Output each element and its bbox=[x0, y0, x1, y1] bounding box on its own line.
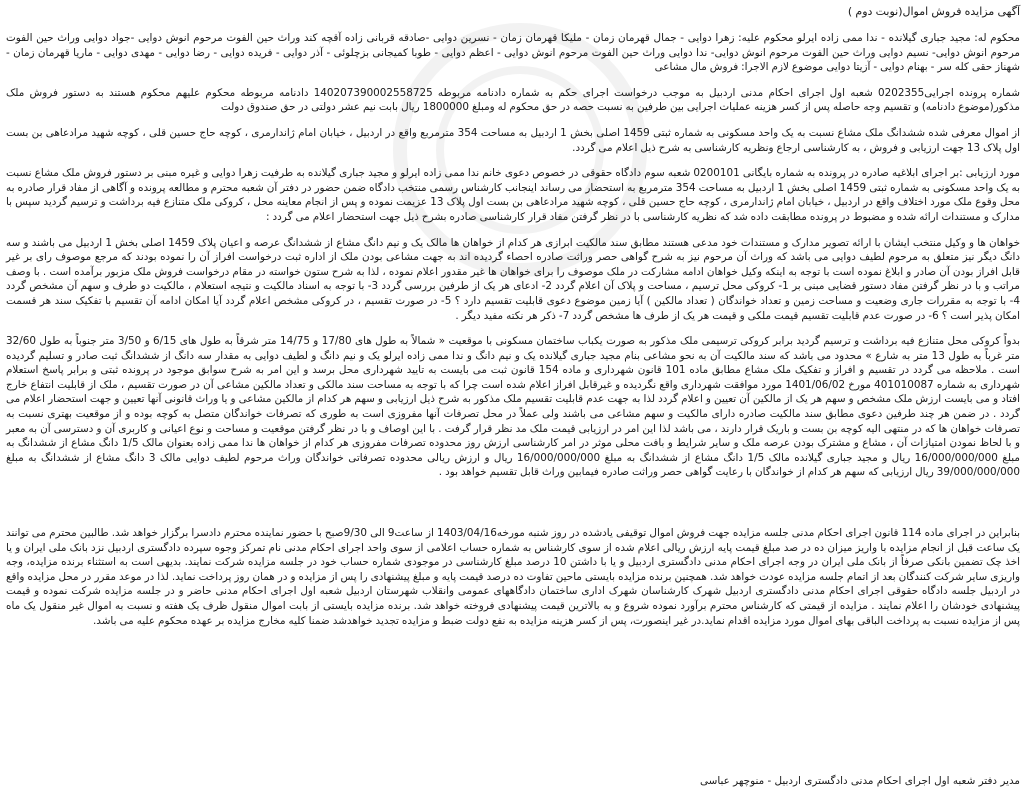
property-paragraph: از اموال معرفی شده ششدانگ ملک مشاع نسبت به یک واحد مسکونی به شماره ثبتی 1459 اصلی بخش 1 اردبیل به مساحت 354 مترمربع واقع در اردبیل ، خیابان امام ژاندارمری ، کوچه حاج حسین قلی ، کوچه شهید مرادعاهی بن بست اول پلاک 13 جهت ارزیابی و فروش ، به کارشناسی ارجاع ونظریه کارشناسی به شرح ذیل اعلام می گردد. bbox=[6, 126, 1020, 154]
document-title: آگهی مزایده فروش اموال(نوبت دوم ) bbox=[847, 5, 1020, 18]
case-paragraph: شماره پرونده اجرایی0202355 شعبه اول اجرای احکام مدنی اردبیل به موجب درخواست اجرای حکم به شماره دادنامه مربوطه 140207390002558725 دادنامه مربوطه محکوم علیهم محکوم هستند به دستور فروش ملک مذکور(موضوع دادنامه) و تقسیم وجه حاصله پس از کسر هزینه عملیات اجرایی بین طرفین به نسبت حصه در حق محکوم له ومبلغ 1800000 ریال بابت نیم عشر دولتی در حق صندوق دولت bbox=[6, 86, 1020, 114]
appraisal-subject-paragraph: مورد ارزیابی :بر اجرای ابلاغیه صادره در پرونده به شماره بایگانی 0200101 شعبه سوم دادگاه حقوقی در خصوص دعوی خانم ندا ممی زاده ایرلو و مجید جباری گیلانده به طرفیت زهرا دوایی و غیره مبنی بر دستور فروش ملک مشاع نسبت به یک واحد مسکونی به شماره ثبتی 1459 اصلی بخش 1 اردبیل به مساحت 354 مترمربع به استحضار می رساند اینجانب کارشناس رسمی منتخب دادگاه ضمن حضور در دفتر آن شعبه محترم و مطالعه پرونده و آگاهی از مفاد قرار صادره به محل وقوع ملک مورد اختلاف واقع در اردبیل ، خیابان امام ژاندارمری ، کوچه حاج حسین قلی ، کوچه شهید مرادعاهی بن بست اول پلاک 13 عزیمت نموده و پس از انجام معاینه محل ، کروکی ملک متنازع فیه برداشت و ترسیم گردید سپس با مدارک و مستندات ارائه شده و مضبوط در پرونده مطابقت داده شد که نظریه کارشناسی با در نظر گرفتن مفاد قرار کارشناسی صادره بشرح ذیل جهت استحضار اعلام می گردد : bbox=[6, 167, 1021, 223]
auction-terms-paragraph: بنابراین در اجرای ماده 114 قانون اجرای احکام مدنی جلسه مزایده جهت فروش اموال توقیفی یادشده در روز شنبه مورخه1403/04/16 از ساعت9 الی 9/30صبح با حضور نماینده محترم دادسرا برگزار خواهد شد. طالبین محترم می توانند یک ساعت قبل از انجام مزایده با واریز میزان ده در صد مبلغ قیمت پایه ارزش ریالی اعلام شده از سوی کارشناس به شماره حساب اعلامی از سوی واحد اجرای احکام مدنی نام تمرکز وجوه سپرده دادگستری اردبیل نزد بانک ملی ایران و یا اخذ چک تضمین بانکی صرفاً از بانک ملی ایران در وجه اجرای احکام مدنی دادگستری اردبیل و یا با داشتن 10 درصد مبلغ کارشناسی در موجودی شماره حساب خود در جلسه مزایده شرکت نمایند. بدیهی است به استثناء برنده مزایده، وجه واریزی سایر شرکت کنندگان بعد از اتمام جلسه مزایده عودت خواهد شد. همچنین برنده مزایده بایستی ماحین تفاوت ده درصد قیمت پایه و مبلغ پیشنهادی را پس از مزایده و در همان روز پرداخت نماید. لذا در موعد مقرر در محل مزایده واقع در اردبیل جلسه دادگاه حقوقی اجرای احکام مدنی دادگستری اردبیل شهرک کارشناسان شهرک اداری ساختمان دادگاههای عمومی وانقلاب شهرستان اردبیل شعبه اول اجرای احکام مدنی حاضر و در جلسه مزایده شرکت نموده و قیمت پیشنهادی خودشان را اعلام نمایند . مزایده از قیمتی که کارشناس محترم برآورد نموده شروع و به بالاترین قیمت پیشنهادی فروخته خواهد شد. برنده مزایده بایستی از بابت اموال منقول ظرف یک هفته و نسبت به اموال غیر منقول یک ماه پس از مزایده نسبت به پرداخت الباقی بهای اموال مورد مزایده اقدام نماید.در غیر اینصورت، پس از کسر هزینه مزایده به نفع دولت ضبط و مزایده تجدید خواهدشد ضمنا کلیه مخارج مزایده بر عهده محکوم علیه می باشد. bbox=[6, 527, 1021, 627]
claimants-paragraph: خواهان ها و وکیل منتخب ایشان با ارائه تصویر مدارک و مستندات خود مدعی هستند مطابق سند مالکیت ابرازی هر کدام از خواهان ها مالک یک و نیم دانگ مشاع از ششدانگ عرصه و اعیان پلاک 1459 اصلی بخش 1 اردبیل می باشند و سه دانگ دیگر نیز متعلق به مرحوم لطیف دوایی می باشد که وراث آن مرحوم نیز به شرح گواهی حصر وراثت صادره احصاء گردیده اند به جهت مشاعی بودن ملک از اداره ثبت درخواست افراز آن را نموده بودند که مرجع موصوف رای بر غیر قابل افراز بودن آن صادر و ابلاغ نموده است با توجه به اینکه وکیل خواهان ادامه مشارکت در ملک موصوف را برای خواهان ها غیر مقدور اعلام نموده ، لذا به شرح ستون خواسته در مقام درخواست فروش ملک مزبور برآمده است . با وصف مراتب و با در نظر گرفتن مفاد دستور قضایی مبنی بر 1- کروکی محل ترسیم ، مساحت و پلاک آن اعلام گردد 2- ادعای هر یک از طرفین بررسی گردد 3- با توجه به اسناد مالکیت و نتیجه استعلام ، مالکیت دو طرف و سهم آن مشخص گردد 4- با توجه به مقررات جاری وضعیت و مساحت زمین و تعداد خواندگان ( تعداد مالکین ) آیا زمین موضوع دعوی قابلیت تقسیم دارد ؟ 5- در صورت تقسیم ، در کروکی مشخص اعلام گردد آیا امکان ادامه آن تقسیم با تفکیک سند هر قسمت امکان پذیر است ؟ 6- در صورت عدم قابلیت تقسیم قیمت ملکی و قیمت هر یک از طرف ها مشخص گردد 7- ذکر هر نکته مفید دیگر . bbox=[6, 236, 1020, 322]
appraisal-result-paragraph: بدواً کروکی محل متنازع فیه برداشت و ترسیم گردید برابر کروکی ترسیمی ملک مذکور به صورت یکباب ساختمان مسکونی با موقعیت « شمالاً به طول های 17/80 و 14/75 متر شرقاً به طول های 6/15 و 3/50 متر جنوباً به طول 32/60 متر غرباً به طول 13 متر به شارع » محدود می باشد که سند مالکیت آن به نحو مشاعی بنام مجید جباری گیلانده یک و نیم دانگ و ندا ممی زاده ایرلو یک و نیم دانگ و لطیف دوایی به مقدار سه دانگ از ششدانگ ثبت صادر و تسلیم گردیده است . ملاحظه می گردد در تقسیم و افراز و تفکیک ملک مشاع مطابق ماده 101 قانون شهرداری و ماده 154 قانون ثبت می بایست به تایید شهرداری محل برسد و این امر به شرح سوابق موجود در پرونده ثبتی و برابر پاسخ استعلام شهرداری به شماره 401010087 مورخ 1401/06/02 مورد موافقت شهرداری واقع نگردیده و غیرقابل افراز اعلام شده است چرا که با توجه به مساحت سند مالکی و تعداد مالکین مشاعی آن در صورت تقسیم ، ملک از قابلیت انتفاع خارج افتاد و می بایست ارزش ملک مشخص و سهم هر یک از مالکین آن تعیین و اعلام گردد لذا به جهت عدم قابلیت تقسیم ملک مذکور به شرح ذیل ارزیابی و سهم هر کدام از مالکین مشاعی و یا وراث قانونی آنها تعیین و جهت استحضار اعلام می گردد . در ضمن هر چند طرفین دعوی مطابق سند مالکیت صادره دارای مالکیت و سهم مشاعی می باشند ولی عملاً در محل تصرفات آنها مفروزی است به طوری که تصرفات خواندگان متصل به کوچه بوده و از موقعیت بهتری نسبت به تصرفات خواهان ها که در منتهی الیه کوچه بن بست و باریک قرار دارند ، می باشد لذا این امر در ارزیابی قیمت ملک مد نظر قرار گرفت . با این اوصاف و با در نظر گرفتن موقعیت و مساحت و نوع اعیانی و کاربری آن و دسترسی آن به معبر و با لحاظ نمودن امتیازات آن ، مشاع و مشترک بودن عرصه ملک و سایر شرایط و بافت محلی موثر در امر کارشناسی ارزش روز محدوده تصرفات مفروزی هر کدام از خواهان ها ندا ممی زاده بعنوان مالک 1/5 دانگ مشاع از ششدانگ به مبلغ 16/000/000/000 ریال و مجید جباری گیلانده مالک 1/5 دانگ مشاع از ششدانگ به مبلغ 16/000/000/000 ریال و ارزش ریالی محدوده تصرفاتی خواندگان وراث مرحوم لطیف دوایی مالک 3 دانگ مشاع از ششدانگ به مبلغ 39/000/000/000 ریال ارزیابی که سهم هر کدام از خواندگان با رعایت گواهی حصر وراثت صادره فیمابین وراث قابل تقسیم خواهد بود . bbox=[6, 335, 1020, 479]
signature-footer: مدیر دفتر شعبه اول اجرای احکام مدنی دادگستری اردبیل - منوچهر عباسی bbox=[699, 775, 1020, 787]
parties-paragraph: محکوم له: مجید جباری گیلانده - ندا ممی زاده ایرلو محکوم علیه: زهرا دوایی - جمال قهرمان زمان - ملیکا قهرمان زمان - نسرین دوایی -صادقه قربانی زاده آقچه کند وراث حین الفوت مرحوم انوش دوایی -جواد دوایی وراث حین الفوت مرحوم انوش دوایی- نسیم دوایی وراث حین الفوت مرحوم انوش دوایی- ندا دوایی وراث حین الفوت مرحوم انوش دوایی - اعظم دوایی - طوبا کمیجانی بزچلوئی - آذر دوایی - فریده دوایی - رضا دوایی - مهدی دوایی - ماریا قهرمان زمان - شهناز حقی کله سر - بهنام دوایی - آزیتا دوایی موضوع لازم الاجرا: فروش مال مشاعی bbox=[6, 32, 1020, 74]
